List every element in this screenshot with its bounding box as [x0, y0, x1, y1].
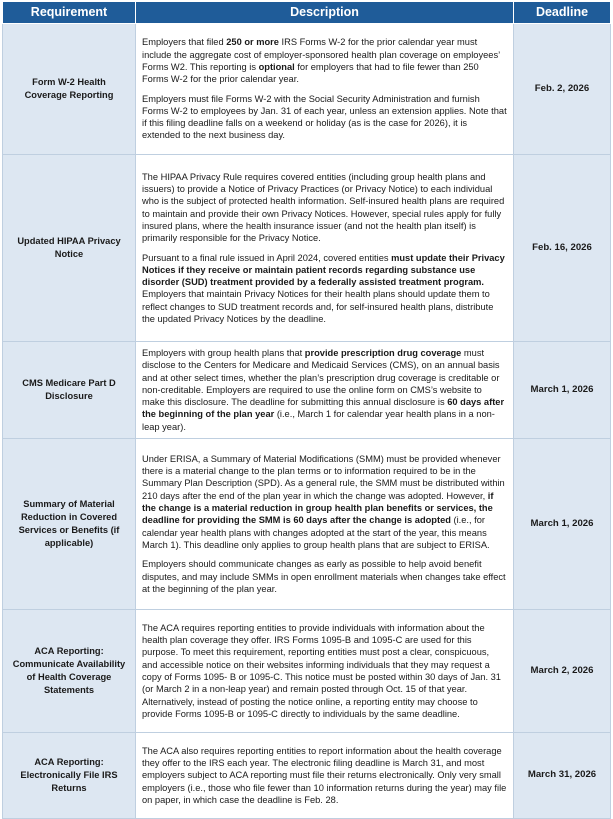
text-run: Employers with group health plans that: [142, 347, 305, 358]
text-run: Employers that filed: [142, 37, 227, 48]
requirement-cell: ACA Reporting: Communicate Availability of Health Coverage Statements: [3, 610, 136, 733]
table-row: [3, 24, 611, 155]
text-run: The ACA also requires reporting entities to report information about the health coverage they offer to the IRS each year. The electronic filing deadline is March 31, and most employers subject to ACA reporting must file their returns electronically. Only very small employers (i.e., those who file fewer than 10 information returns during the year) may file on paper, in which case the deadline is Feb. 28.: [142, 745, 507, 805]
requirement-cell: ACA Reporting: Electronically File IRS Returns: [3, 733, 136, 819]
header-requirement: Requirement: [3, 2, 136, 24]
requirement-cell: CMS Medicare Part D Disclosure: [3, 342, 136, 439]
bold-run: must update their Privacy Notices if they receive or maintain patient records regarding substance use disorder (SUD) treatment provided by a federally assisted treatment program.: [142, 252, 505, 288]
requirement-cell: Summary of Material Reduction in Covered Services or Benefits (if applicable): [3, 439, 136, 610]
bold-run: 60 days after the beginning of the plan year: [142, 397, 505, 420]
description-paragraph: [142, 453, 507, 551]
text-run: The HIPAA Privacy Rule requires covered entities (including group health plans and issuers) to provide a Notice of Privacy Practices (or Privacy Notice) to each individual who is the subject of protected health information. Self-insured health plans are required to maintain and provide their own Privacy Notices. However, special rules apply for fully insured plans, where the health insurance issuer (and not the health plan itself) is primarily responsible for the Privacy Notice.: [142, 171, 505, 244]
text-run: Employers should communicate changes as early as possible to help avoid benefit disputes, and may include SMMs in open enrollment materials when changes take effect at the beginning of the plan year.: [142, 559, 506, 594]
description-cell: [136, 439, 514, 610]
table-row: [3, 155, 611, 342]
requirement-cell: Form W-2 Health Coverage Reporting: [3, 24, 136, 155]
text-run: IRS Forms W-2 for the prior calendar year must include the aggregate cost of employer-sponsored health plan coverage on employees’ Forms W2. This reporting is: [142, 37, 500, 72]
description-cell: [136, 24, 514, 155]
description-paragraph: [142, 93, 507, 142]
text-run: Pursuant to a final rule issued in April 2024, covered entities: [142, 252, 392, 263]
description-paragraph: [142, 36, 507, 85]
text-run: for employers that had to file fewer than 250 Forms W-2 for the prior calendar year.: [142, 61, 479, 85]
deadline-cell: Feb. 2, 2026: [514, 24, 611, 155]
description-cell: [136, 610, 514, 733]
bold-run: provide prescription drug coverage: [304, 347, 462, 358]
text-run: must disclose to the Centers for Medicare and Medicaid Services (CMS), on an annual basis and at other select times, whether the plan’s prescription drug coverage is creditable or non-creditable. Employers are required to use the online form on CMS’s website to make this disclosure. The deadline for submitting this annual disclosure is: [142, 347, 500, 408]
description-paragraph: [142, 622, 507, 720]
table-row: [3, 342, 611, 439]
bold-run: if the change is a material reduction in group health plan benefits or services, the deadline for providing the SMM is 60 days after the change is adopted: [142, 490, 494, 526]
description-paragraph: [142, 558, 507, 595]
text-run: Under ERISA, a Summary of Material Modifications (SMM) must be provided whenever there is a material change to the plan terms or to information required to be in the Summary Plan Description (SPD). As a general rule, the SMM must be distributed within 210 days after the end of the plan year in which the change was adopted. However,: [142, 453, 505, 501]
header-row: [3, 2, 611, 24]
text-run: Employers must file Forms W-2 with the Social Security Administration and furnish Forms W-2 to employees by Jan. 31 of each year, unless an extension applies. Note that if this filing deadline falls on a weekend or holiday (as is the case for 2026), it is extended to the next business day.: [142, 93, 507, 141]
deadline-cell: March 2, 2026: [514, 610, 611, 733]
text-run: The ACA requires reporting entities to provide individuals with information about the health plan coverage they offer. IRS Forms 1095-B and 1095-C are used for this purpose. To meet this requirement, reporting entities must post a clear, conspicuous, and accessible notice on their websites informing individuals that they may request a copy of Forms 1095- B or 1095-C. This notice must be posted within 30 days of Jan. 31 (or March 2 in a non-leap year) and remain posted through Oct. 15 of that year. Alternatively, instead of posting the notice online, a reporting entity may choose to provide Forms 1095-B or 1095-C directly to individuals by the same deadline.: [142, 622, 501, 719]
deadline-cell: March 1, 2026: [514, 439, 611, 610]
table-row: [3, 610, 611, 733]
deadline-cell: March 1, 2026: [514, 342, 611, 439]
requirement-cell: Updated HIPAA Privacy Notice: [3, 155, 136, 342]
table-row: [3, 733, 611, 819]
description-paragraph: [142, 745, 507, 806]
header-description: Description: [136, 2, 514, 24]
description-paragraph: [142, 171, 507, 245]
description-cell: [136, 155, 514, 342]
compliance-deadlines-table: [2, 1, 611, 819]
description-cell: [136, 342, 514, 439]
description-paragraph: [142, 252, 507, 326]
header-deadline: Deadline: [514, 2, 611, 24]
deadline-cell: Feb. 16, 2026: [514, 155, 611, 342]
table-row: [3, 439, 611, 610]
deadline-cell: March 31, 2026: [514, 733, 611, 819]
table-header: [3, 2, 611, 24]
text-run: Employers that maintain Privacy Notices for their health plans should update them to reflect changes to SUD treatment records and, for self-insured health plans, distribute the updated Privacy Notices by the deadline.: [142, 289, 494, 324]
text-run: (i.e., for calendar year health plans with changes adopted at the start of the year, this means March 1). This deadline only applies to group health plans that are subject to ERISA.: [142, 515, 490, 550]
description-paragraph: [142, 347, 507, 433]
text-run: (i.e., March 1 for calendar year health plans in a non-leap year).: [142, 409, 495, 432]
description-cell: [136, 733, 514, 819]
bold-run: 250 or more: [226, 37, 279, 48]
table-body: [3, 24, 611, 819]
bold-run: optional: [258, 61, 295, 72]
